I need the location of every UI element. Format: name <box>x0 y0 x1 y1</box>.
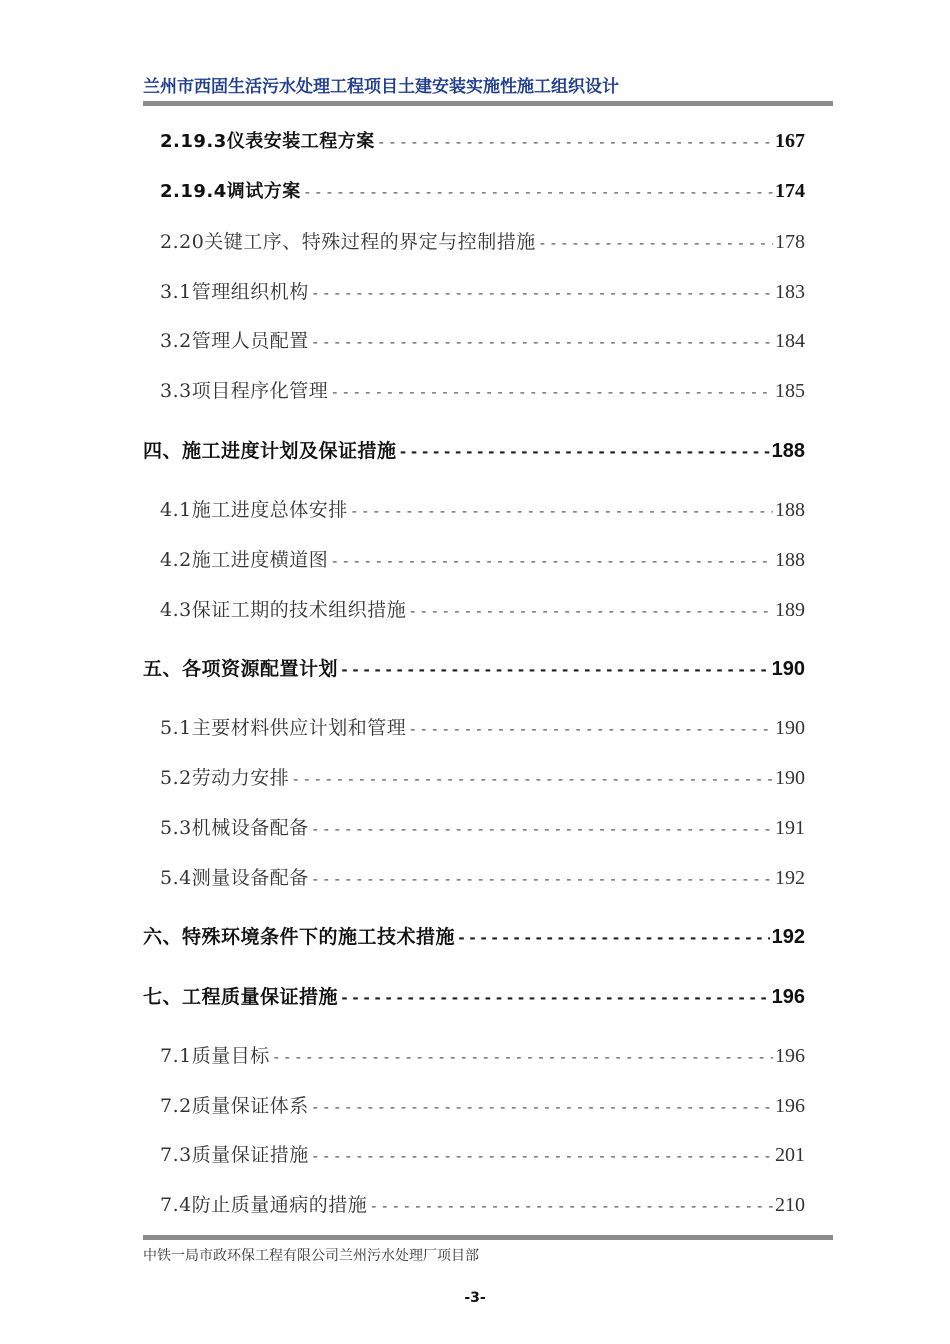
toc-entry-page: 191 <box>775 817 805 839</box>
toc-entry-title: 3.2管理人员配置 <box>160 330 309 352</box>
toc-entry[interactable] <box>160 177 805 207</box>
toc-leader <box>350 502 773 520</box>
toc-leader <box>311 870 773 888</box>
toc-entry-title: 4.1施工进度总体安排 <box>160 499 348 521</box>
toc-entry[interactable] <box>160 713 805 743</box>
page-header-title: 兰州市西固生活污水处理工程项目土建安装实施性施工组织设计 <box>143 77 619 97</box>
toc-leader <box>330 383 773 401</box>
toc-entry-title: 3.3项目程序化管理 <box>160 380 329 402</box>
toc-chapter-page: 190 <box>771 658 805 680</box>
toc-entry[interactable] <box>160 1140 805 1170</box>
toc-entry-title: 3.1管理组织机构 <box>160 281 309 303</box>
toc-chapter[interactable] <box>143 922 805 952</box>
toc-leader <box>311 820 773 838</box>
footer-company: 中铁一局市政环保工程有限公司兰州污水处理厂项目部 <box>143 1248 479 1264</box>
toc-chapter-title: 六、特殊环境条件下的施工技术措施 <box>143 926 456 948</box>
toc-leader <box>399 443 770 461</box>
toc-entry[interactable] <box>160 1091 805 1121</box>
toc-entry-page: 188 <box>775 499 805 521</box>
toc-entry-title: 2.19.3仪表安装工程方案 <box>160 131 375 152</box>
toc-chapter-title: 七、工程质量保证措施 <box>143 986 339 1008</box>
toc-entry-page: 201 <box>775 1144 805 1166</box>
footer-rule <box>143 1235 833 1240</box>
toc-entry[interactable] <box>160 1190 805 1220</box>
toc-leader <box>538 234 773 252</box>
toc-entry[interactable] <box>160 227 805 257</box>
toc-entry-title: 7.3质量保证措施 <box>160 1144 309 1166</box>
toc-entry[interactable] <box>160 813 805 843</box>
toc-leader <box>311 284 773 302</box>
toc-entry-page: 183 <box>775 281 805 303</box>
toc-entry[interactable] <box>160 595 805 625</box>
toc-leader <box>291 770 773 788</box>
toc-chapter[interactable] <box>143 982 805 1012</box>
toc-entry[interactable] <box>160 863 805 893</box>
toc-leader <box>408 602 773 620</box>
toc-entry-page: 184 <box>775 330 805 352</box>
toc-entry[interactable] <box>160 1041 805 1071</box>
toc-entry-page: 167 <box>775 130 805 152</box>
toc-entry-page: 189 <box>775 599 805 621</box>
toc-entry-title: 5.1主要材料供应计划和管理 <box>160 717 407 739</box>
toc-leader <box>377 133 773 151</box>
toc-chapter-page: 196 <box>771 986 805 1008</box>
toc-entry-title: 2.19.4调试方案 <box>160 181 301 202</box>
toc-entry-title: 2.20关键工序、特殊过程的界定与控制措施 <box>160 231 536 253</box>
toc-entry-page: 174 <box>775 180 805 202</box>
toc-entry[interactable] <box>160 495 805 525</box>
toc-entry[interactable] <box>160 545 805 575</box>
toc-entry-page: 190 <box>775 767 805 789</box>
toc-chapter-page: 188 <box>771 440 805 462</box>
toc-entry-page: 196 <box>775 1045 805 1067</box>
toc-chapter-title: 四、施工进度计划及保证措施 <box>143 440 397 462</box>
toc-entry[interactable] <box>160 326 805 356</box>
toc-entry-title: 7.4防止质量通病的措施 <box>160 1194 368 1216</box>
toc-entry-page: 210 <box>775 1194 805 1216</box>
toc-entry-title: 4.2施工进度横道图 <box>160 549 329 571</box>
toc-entry-title: 5.3机械设备配备 <box>160 817 309 839</box>
toc-entry[interactable] <box>160 127 805 157</box>
toc-leader <box>311 1147 773 1165</box>
page-number: -3- <box>464 1290 486 1306</box>
toc-leader <box>303 183 773 201</box>
toc-leader <box>330 552 773 570</box>
toc-entry-page: 188 <box>775 549 805 571</box>
header-rule <box>143 101 833 106</box>
toc-leader <box>340 661 770 679</box>
toc-entry[interactable] <box>160 277 805 307</box>
toc-entry-page: 192 <box>775 867 805 889</box>
toc-entry-page: 185 <box>775 380 805 402</box>
toc-leader <box>457 929 770 947</box>
toc-entry-title: 7.2质量保证体系 <box>160 1095 309 1117</box>
toc-leader <box>311 1098 773 1116</box>
toc-entry-title: 5.4测量设备配备 <box>160 867 309 889</box>
toc-entry-title: 5.2劳动力安排 <box>160 767 290 789</box>
toc-chapter[interactable] <box>143 436 805 466</box>
toc-leader <box>340 989 770 1007</box>
toc-chapter-title: 五、各项资源配置计划 <box>143 658 339 680</box>
toc-chapter-page: 192 <box>771 926 805 948</box>
toc-leader <box>311 333 773 351</box>
toc-entry-page: 196 <box>775 1095 805 1117</box>
toc-leader <box>408 720 773 738</box>
toc-entry-page: 190 <box>775 717 805 739</box>
toc-entry-title: 4.3保证工期的技术组织措施 <box>160 599 407 621</box>
toc-entry-page: 178 <box>775 231 805 253</box>
toc-chapter[interactable] <box>143 654 805 684</box>
toc-leader <box>272 1048 773 1066</box>
toc-entry[interactable] <box>160 376 805 406</box>
toc-leader <box>369 1197 773 1215</box>
toc-entry-title: 7.1质量目标 <box>160 1045 270 1067</box>
toc-entry[interactable] <box>160 763 805 793</box>
